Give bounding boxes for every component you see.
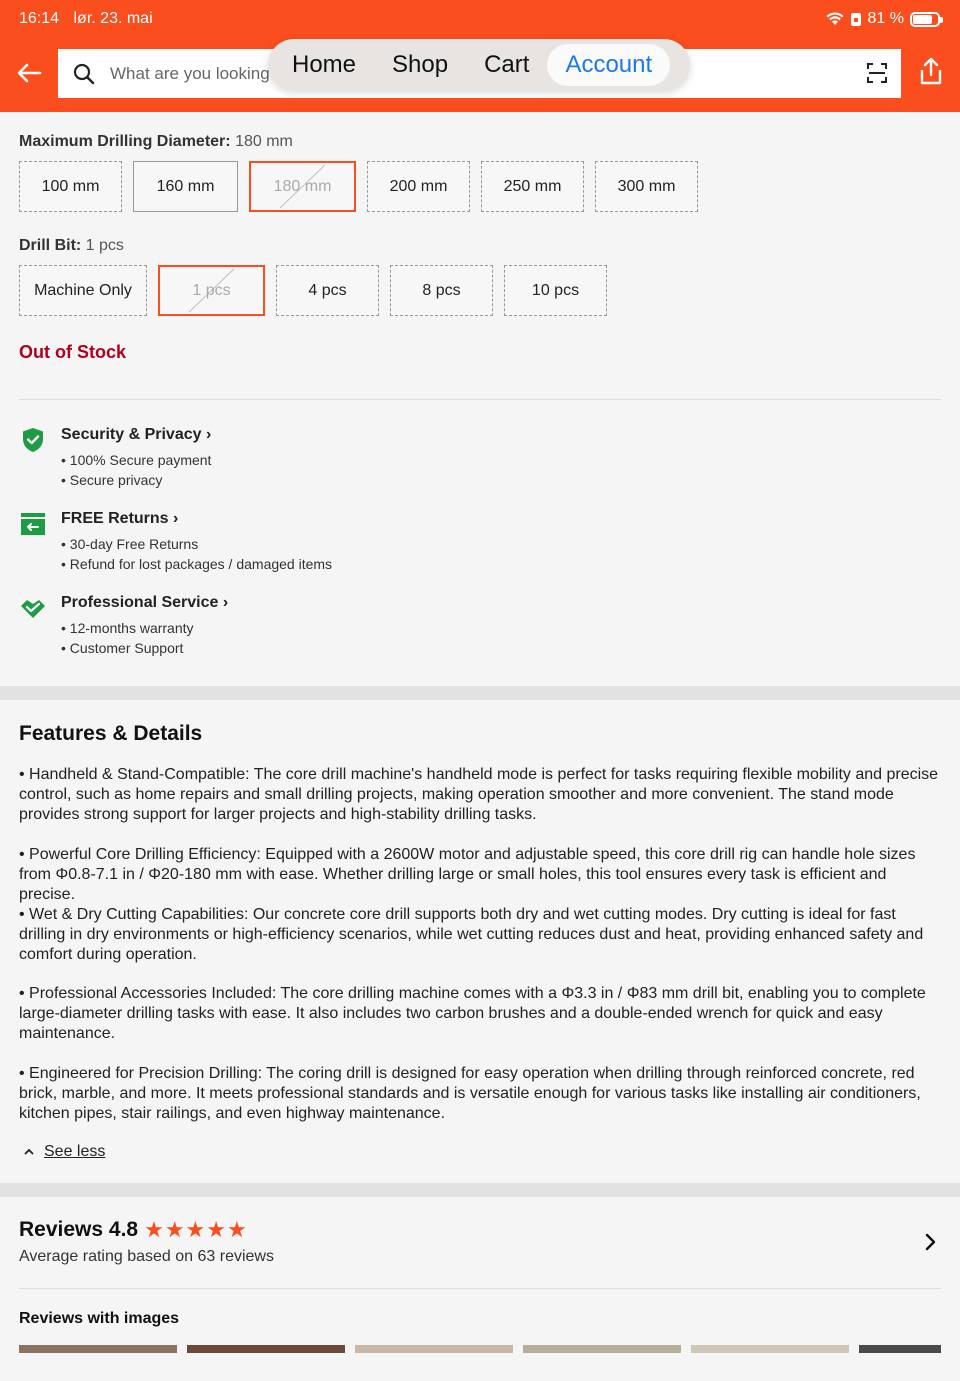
benefit-title (61, 510, 178, 528)
option-diameter-250[interactable]: 250 mm (481, 161, 584, 212)
benefit-line: • Secure privacy (61, 472, 163, 488)
divider (19, 399, 941, 400)
tab-bar (268, 39, 690, 91)
diameter-options (19, 161, 698, 212)
status-left (19, 10, 153, 28)
option-machine-only[interactable]: Machine Only (19, 265, 147, 316)
portrait-lock-icon (850, 12, 862, 27)
review-image-thumbnail[interactable] (691, 1345, 849, 1353)
benefit-line: • 12-months warranty (61, 620, 194, 636)
benefit-line-text: 12-months warranty (69, 620, 194, 636)
chevron-right-icon[interactable] (921, 1230, 939, 1254)
drill-bit-selected-value: 1 pcs (85, 237, 124, 254)
feature-paragraph: • Handheld & Stand-Compatible: The core drill machine's handheld mode is perfect for tasks requiring flexible mobility and precise control, such as home repairs and small drilling projects, making operation smoother and more convenient. The stand mode provides strong support for larger projects and high-stability drilling tasks. (19, 766, 939, 823)
stock-status: Out of Stock (19, 342, 126, 362)
benefit-line: • 100% Secure payment (61, 452, 212, 468)
tab-cart[interactable]: Cart (484, 51, 530, 78)
reviews-header[interactable] (19, 1217, 248, 1243)
share-icon[interactable] (918, 56, 944, 86)
drill-bit-options (19, 265, 607, 316)
benefit-title (61, 426, 211, 444)
section-separator (0, 1183, 960, 1197)
review-image-thumbnail[interactable] (187, 1345, 345, 1353)
reviews-with-images-title: Reviews with images (19, 1310, 180, 1327)
benefit-line: • 30-day Free Returns (61, 536, 199, 552)
chevron-up-icon (24, 1148, 34, 1156)
benefit-line-text: Secure privacy (69, 472, 163, 488)
option-4-pcs[interactable]: 4 pcs (276, 265, 379, 316)
star-rating-icon: ★★★★★ (144, 1217, 248, 1242)
benefit-service[interactable] (19, 594, 419, 664)
diameter-selected-value: 180 mm (235, 133, 293, 150)
option-diameter-200[interactable]: 200 mm (367, 161, 470, 212)
arrow-left-icon (16, 62, 42, 84)
feature-paragraph: • Wet & Dry Cutting Capabilities: Our concrete core drill supports both dry and wet cutting modes. Dry cutting is ideal for fast drilling in dry environments or high-efficiency scenarios, while wet cutting reduces dust and heat, providing enhanced safety and comfort during operation. (19, 906, 924, 963)
feature-paragraph: • Powerful Core Drilling Efficiency: Equipped with a 2600W motor and adjustable speed, this core drill rig can handle hole sizes from Φ0.8-7.1 in / Φ20-180 mm with ease. Whether drilling large or small holes, this tool ensures every task is efficient and precise. (19, 846, 916, 903)
benefit-security[interactable] (19, 426, 419, 496)
chevron-right-icon: › (205, 426, 212, 443)
status-right (826, 10, 940, 28)
divider (19, 1288, 941, 1289)
option-label: 1 pcs (192, 281, 231, 299)
shield-check-icon (19, 426, 47, 454)
back-button[interactable] (12, 55, 46, 91)
review-image-thumbnail[interactable] (523, 1345, 681, 1353)
review-image-thumbnail[interactable] (19, 1345, 177, 1353)
battery-percent: 81 % (867, 10, 904, 27)
search-input[interactable] (110, 64, 270, 84)
benefit-line-text: 30-day Free Returns (69, 536, 199, 552)
review-image-thumbnail[interactable] (859, 1345, 941, 1353)
benefit-title-text: FREE Returns (61, 510, 169, 527)
benefit-title-text: Professional Service (61, 594, 219, 611)
return-box-icon (19, 510, 47, 538)
reviews-title: Reviews 4.8 (19, 1218, 139, 1241)
diameter-label: Maximum Drilling Diameter: (19, 133, 231, 150)
feature-paragraph: • Professional Accessories Included: The core drilling machine comes with a Φ3.3 in / Φ83 mm drill bit, enabling you to complete large-diameter drilling tasks with ease. It also includes two carbon brushes and a double-ended wrench for quick and easy maintenance. (19, 985, 926, 1042)
option-8-pcs[interactable]: 8 pcs (390, 265, 493, 316)
chevron-right-icon: › (222, 594, 229, 611)
option-10-pcs[interactable]: 10 pcs (504, 265, 607, 316)
feature-paragraph: • Engineered for Precision Drilling: The coring drill is designed for easy operation when drilling through reinforced concrete, red brick, marble, and more. It meets professional standards and is versatile enough for various tasks like installing air conditioners, kitchen pipes, stair railings, and even highway maintenance. (19, 1065, 921, 1122)
option-diameter-180[interactable] (249, 161, 356, 212)
benefit-line: • Refund for lost packages / damaged items (61, 556, 333, 572)
benefit-line-text: 100% Secure payment (69, 452, 212, 468)
drill-bit-label: Drill Bit: (19, 237, 82, 254)
scan-icon[interactable] (865, 61, 889, 85)
option-1-pcs[interactable] (158, 265, 265, 316)
review-image-thumbnail[interactable] (355, 1345, 513, 1353)
tab-shop[interactable]: Shop (392, 51, 449, 78)
search-icon (72, 62, 96, 86)
tab-account[interactable]: Account (547, 44, 670, 86)
diameter-option-label (19, 133, 293, 151)
see-less-button[interactable] (24, 1143, 105, 1161)
chevron-right-icon: › (173, 510, 179, 527)
handshake-icon (19, 594, 47, 622)
drill-bit-option-label (19, 237, 124, 255)
benefit-returns[interactable] (19, 510, 419, 580)
option-diameter-160[interactable]: 160 mm (133, 161, 238, 212)
battery-fill (913, 15, 932, 24)
benefit-line-text: Refund for lost packages / damaged items (69, 556, 333, 572)
benefit-title-text: Security & Privacy (61, 426, 202, 443)
status-time: 16:14 (19, 10, 60, 27)
benefit-title (61, 594, 228, 612)
battery-icon (910, 12, 940, 27)
option-label: 180 mm (273, 177, 332, 195)
section-separator (0, 686, 960, 700)
app-header (0, 0, 960, 112)
status-bar (19, 8, 940, 30)
features-title: Features & Details (19, 722, 203, 745)
see-less-label: See less (44, 1143, 106, 1160)
benefit-line: • Customer Support (61, 640, 184, 656)
benefit-line-text: Customer Support (69, 640, 184, 656)
status-date: lør. 23. mai (73, 10, 153, 27)
option-diameter-300[interactable]: 300 mm (595, 161, 698, 212)
tab-home[interactable]: Home (292, 51, 357, 78)
wifi-icon (826, 12, 844, 26)
reviews-subtitle: Average rating based on 63 reviews (19, 1248, 274, 1265)
option-diameter-100[interactable]: 100 mm (19, 161, 122, 212)
review-image-strip (19, 1345, 941, 1353)
